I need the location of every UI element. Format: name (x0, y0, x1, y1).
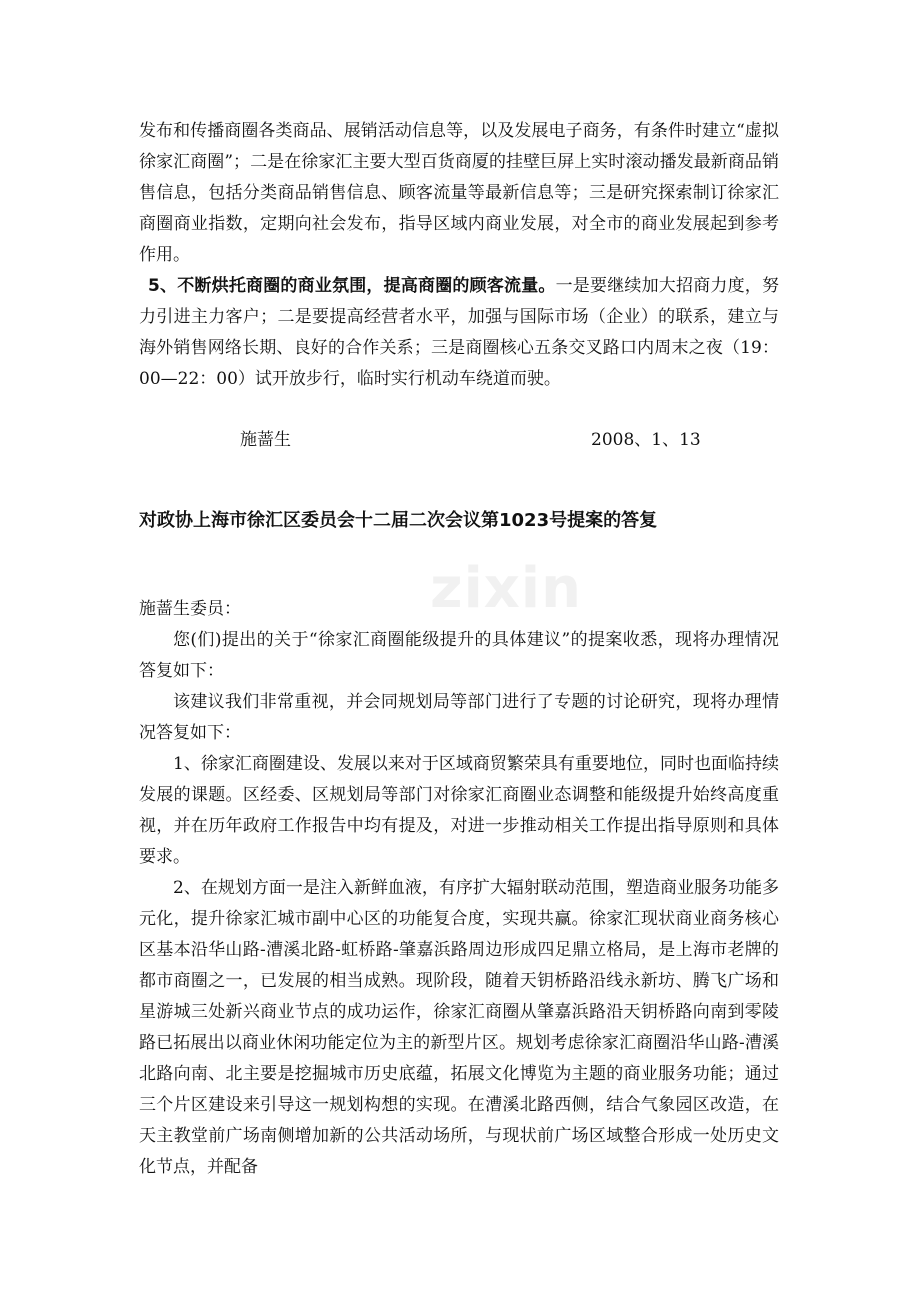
reply-body (139, 594, 779, 1183)
watermark-logo: zixin (430, 556, 582, 621)
reply-paragraph-3: 1、徐家汇商圈建设、发展以来对于区域商贸繁荣具有重要地位，同时也面临持续发展的课题。区经委、区规划局等部门对徐家汇商圈业态调整和能级提升始终高度重视，并在历年政府工作报告中均有提及，对进一步推动相关工作提出指导原则和具体要求。 (139, 754, 779, 867)
point-5-paragraph (139, 271, 779, 395)
section-continued (139, 116, 779, 395)
reply-paragraph-4: 2、在规划方面一是注入新鲜血液，有序扩大辐射联动范围，塑造商业服务功能多元化，提升徐家汇城市副中心区的功能复合度，实现共赢。徐家汇现状商业商务核心区基本沿华山路-漕溪北路-虹桥路-肇嘉浜路周边形成四足鼎立格局，是上海市老牌的都市商圈之一，已发展的相当成熟。现阶段，随着天钥桥路沿线永新坊、腾飞广场和星游城三处新兴商业节点的成功运作，徐家汇商圈从肇嘉浜路沿天钥桥路向南到零陵路已拓展出以商业休闲功能定位为主的新型片区。规划考虑徐家汇商圈沿华山路-漕溪北路向南、北主要是挖掘城市历史底蕴，拓展文化博览为主题的商业服务功能；通过三个片区建设来引导这一规划构想的实现。在漕溪北路西侧，结合气象园区改造，在天主教堂前广场南侧增加新的公共活动场所，与现状前广场区域整合形成一处历史文化节点，并配备 (139, 878, 779, 1177)
salutation: 施蔷生委员： (139, 599, 241, 619)
signature-date: 2008、1、13 (591, 430, 701, 450)
reply-title: 对政协上海市徐汇区委员会十二届二次会议第1023号提案的答复 (139, 510, 658, 531)
reply-paragraph-1: 您(们)提出的关于“徐家汇商圈能级提升的具体建议”的提案收悉，现将办理情况答复如下： (139, 630, 779, 681)
continued-paragraph: 发布和传播商圈各类商品、展销活动信息等，以及发展电子商务，有条件时建立“虚拟徐家汇商圈”；二是在徐家汇主要大型百货商厦的挂壁巨屏上实时滚动播发最新商品销售信息，包括分类商品销售信息、顾客流量等最新信息等；三是研究探索制订徐家汇商圈商业指数，定期向社会发布，指导区域内商业发展，对全市的商业发展起到参考作用。 (139, 121, 779, 265)
reply-paragraph-2: 该建议我们非常重视，并会同规划局等部门进行了专题的讨论研究，现将办理情况答复如下： (139, 692, 779, 743)
point-5-heading: 5、不断烘托商圈的商业氛围，提高商圈的顾客流量。 (148, 276, 556, 296)
signature-name: 施蔷生 (240, 430, 291, 450)
point-5-body: 一是要继续加大招商力度，努力引进主力客户；二是要提高经营者水平，加强与国际市场（企业）的联系，建立与海外销售网络长期、良好的合作关系；三是商圈核心五条交叉路口内周末之夜（19：00—22：00）试开放步行，临时实行机动车绕道而驶。 (139, 276, 779, 389)
